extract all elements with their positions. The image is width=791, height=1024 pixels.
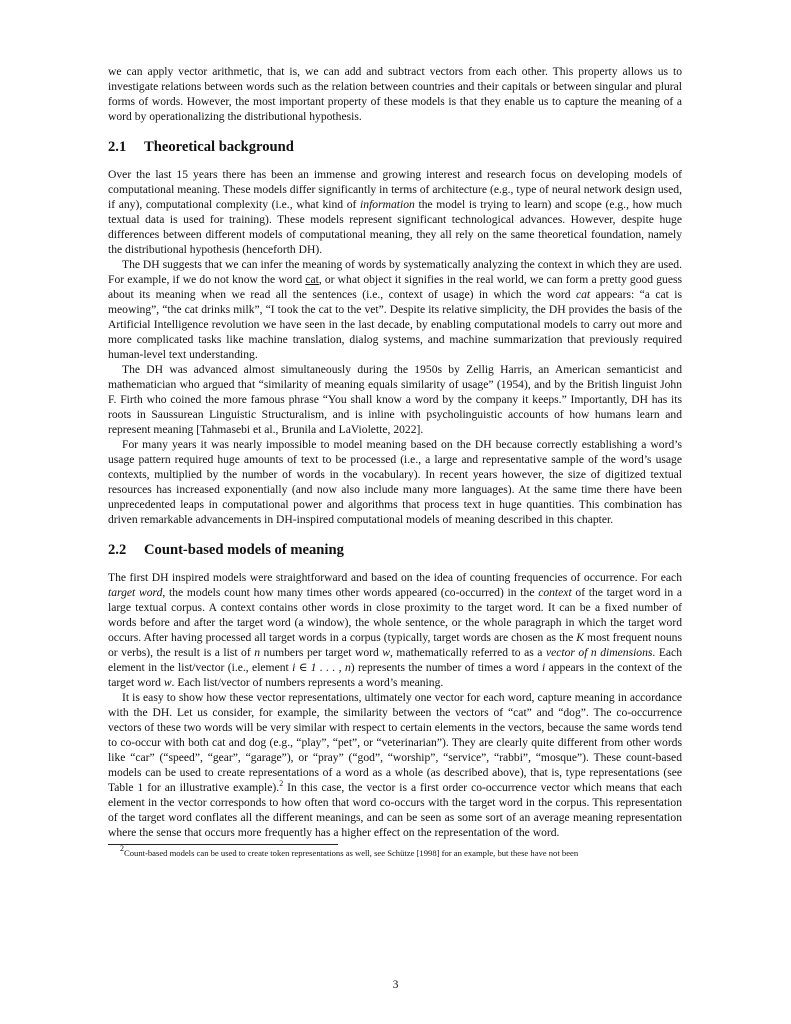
- section-title: Theoretical background: [144, 139, 294, 155]
- section-heading-count-based-models: [108, 541, 682, 559]
- paragraph: For many years it was nearly impossible to model meaning based on the DH because correctly establishing a word’s usage pattern required huge amounts of text to be processed (i.e., a large and representative sample of the word’s usage contexts, multiplied by the number of words in the vocabulary). In recent years however, the size of digitized textual resources has increased exponentially (and now also include many more languages). At the same time there have been unprecedented leaps in computational power and algorithms that process text in huge quantities. This combination has driven remarkable advancements in DH-inspired computational models of meaning described in this chapter.: [108, 438, 682, 526]
- page-body: [108, 64, 682, 859]
- footnote-marker[interactable]: 2: [279, 779, 284, 788]
- intro-paragraph: we can apply vector arithmetic, that is, we can add and subtract vectors from each other. This property allows us to investigate relations between words such as the relation between countries and their capitals or between singular and plural forms of words. However, the most important property of these models is that they enable us to capture the meaning of a word by operationalizing the distributional hypothesis.: [108, 65, 682, 123]
- section-title: Count-based models of meaning: [144, 542, 344, 558]
- paragraph: It is easy to show how these vector representations, ultimately one vector for each word, capture meaning in accordance with the DH. Let us consider, for example, the similarity between the vectors of “cat” and “dog”. The co-occurrence vectors of these two words will be very similar with respect to certain elements in the vectors, because the same words tend to co-occur with both cat and dog (e.g., “play”, “pet”, or “veterinarian”). They are clearly quite different from other words like “car” (“speed”, “gear”, “garage”), or “pray” (“god”, “worship”, “service”, “rabbi”, “mosque”). These count-based models can be used to create representations of a word as a whole (as described above), that is, type representations (see Table 1 for an illustrative example).$^2$ In this case, the vector is a first order co-occurrence vector which means that each element in the vector corresponds to how often that word co-occurs with the target word in the corpus. This representation of the target word conflates all the different meanings, and can be seen as some sort of an average meaning representation where the sense that occurs more frequently has a higher effect on the representation of the word.: [108, 691, 682, 839]
- footnote-divider: [108, 844, 338, 845]
- footnote-number: 2: [120, 844, 124, 853]
- footnote: $^2$Count-based models can be used to create token representations as well, see Schütze [1998] for an example, but these have not been: [120, 844, 579, 858]
- paragraph: The DH was advanced almost simultaneously during the 1950s by Zellig Harris, an American semanticist and mathematician who argued that “similarity of meaning equals similarity of usage” (1954), and by the British linguist John F. Firth who coined the more famous phrase “You shall know a word by the company it keeps.” Importantly, DH has its roots in Saussurean Linguistic Structuralism, and is inline with psycholinguistic accounts of how humans learn and represent meaning [Tahmasebi et al., Brunila and LaViolette, 2022].: [108, 363, 682, 436]
- paragraph: The first DH inspired models were straightforward and based on the idea of counting frequencies of occurrence. For each target word, the models count how many times other words appeared (co-occurred) in the context of the target word in a large textual corpus. A context contains other words in close proximity to the target word. It can be a fixed number of words before and after the target word (a window), the whole sentence, or the whole paragraph in which the target word occurs. After having processed all target words in a corpus (typically, target words are chosen as the K most frequent nouns or verbs), the result is a list of n numbers per target word w, mathematically referred to as a vector of n dimensions. Each element in the list/vector (i.e., element i ∈ 1 . . . , n) represents the number of times a word i appears in the context of the target word w. Each list/vector of numbers represents a word’s meaning.: [108, 571, 682, 689]
- section-number: 2.1: [108, 139, 127, 155]
- section-number: 2.2: [108, 542, 127, 558]
- paragraph: The DH suggests that we can infer the meaning of words by systematically analyzing the context in which they are used. For example, if we do not know the word cat, or what object it signifies in the real world, we can form a pretty good guess about its meaning when we read all the sentences (i.e., context of usage) in which the word cat appears: “a cat is meowing”, “the cat drinks milk”, “I took the cat to the vet”. Despite its relative simplicity, the DH provides the basis of the Artificial Intelligence revolution we have seen in the last decade, by enabling computational models to carry out more and more complicated tasks like machine translation, dialog systems, and machine summarization that previously required human-level text understanding.: [108, 258, 683, 361]
- page-number: 3: [392, 978, 399, 991]
- section-heading-theoretical-background: [108, 138, 682, 156]
- paragraph: Over the last 15 years there has been an immense and growing interest and research focus on developing models of computational meaning. These models differ significantly in terms of architecture (e.g., type of neural network design used, if any), computational complexity (i.e., what kind of information the model is trying to learn) and scope (e.g., how much textual data is used for training). These models represent significant technological advances. However, despite huge differences between different models of computational meaning, they all rely on the same theoretical foundation, namely the distributional hypothesis (henceforth DH).: [108, 168, 682, 256]
